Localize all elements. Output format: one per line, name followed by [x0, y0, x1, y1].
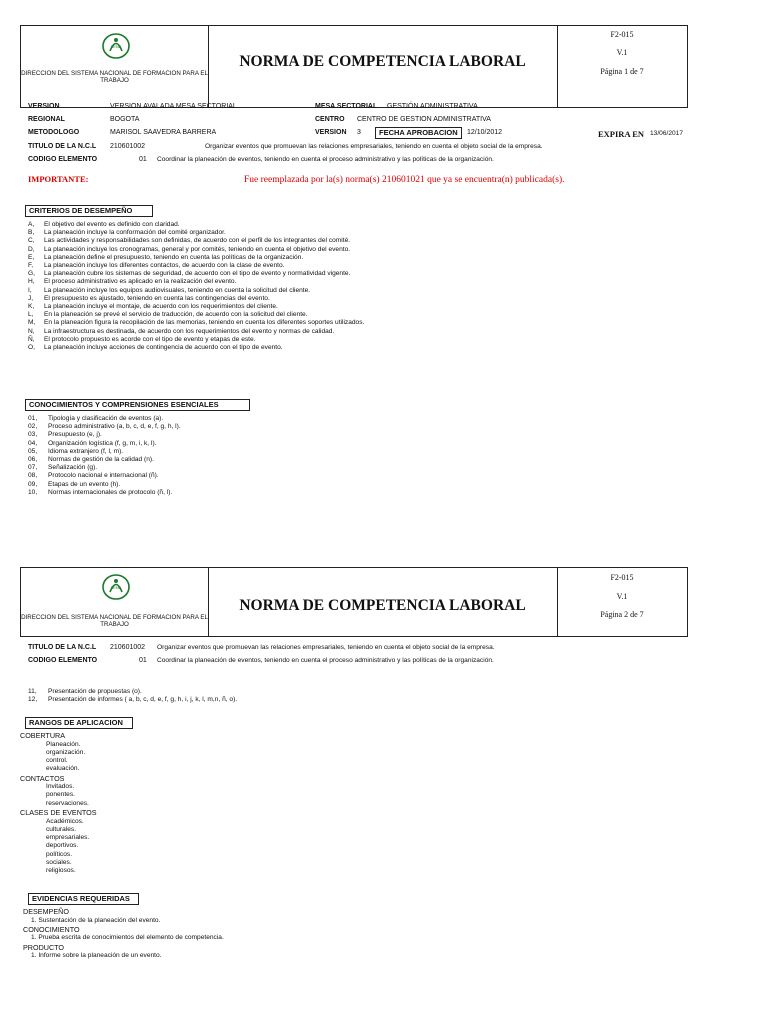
item-key: 05,	[28, 447, 38, 455]
group-item: culturales.	[46, 825, 77, 833]
item-key: 10,	[28, 488, 38, 496]
list-item	[28, 278, 364, 286]
importante-text: Fue reemplazada por la(s) norma(s) 210601021 que ya se encuentra(n) publicada(s).	[244, 175, 565, 185]
item-text: En la planeación se prevé el servicio de traducción, de acuerdo con la solicitud del cliente.	[44, 311, 308, 319]
list-item	[28, 287, 364, 295]
codigo-value: 01	[139, 657, 147, 664]
evidencias-list	[23, 907, 224, 960]
item-text: La planeación incluye los cronogramas, general y por comités, teniendo en cuenta el objetivo del evento.	[44, 245, 351, 253]
item-key: K,	[28, 303, 35, 311]
item-text: Presentación de propuestas (o).	[48, 688, 142, 695]
item-key: N,	[28, 327, 35, 335]
header-meta-cell	[557, 568, 687, 636]
list-item	[28, 295, 364, 303]
titulo-label: TITULO DE LA N.C.L	[28, 644, 97, 651]
item-text: La planeación incluye los diferentes contactos, de acuerdo con la clase de evento.	[44, 262, 285, 270]
institution-name: DIRECCION DEL SISTEMA NACIONAL DE FORMACION PARA EL TRABAJO	[21, 70, 208, 84]
list-item	[28, 440, 181, 448]
form-version: V.1	[616, 592, 628, 601]
item-key: A,	[28, 221, 35, 228]
titulo-text: Organizar eventos que promuevan las relaciones empresariales, teniendo en cuenta el objeto social de la empresa.	[205, 143, 543, 150]
item-text: Protocolo nacional e internacional (ñ).	[48, 472, 159, 480]
list-item	[28, 423, 181, 431]
document-title: NORMA DE COMPETENCIA LABORAL	[239, 597, 526, 614]
item-key: Ñ,	[28, 335, 35, 343]
item-key: D,	[28, 245, 35, 253]
item-key: M,	[28, 319, 36, 327]
mesa-label: MESA SECTORIAL	[315, 103, 378, 110]
item-key: C,	[28, 237, 35, 245]
group-item: políticos.	[46, 850, 73, 858]
evidencias-heading: EVIDENCIAS REQUERIDAS	[28, 893, 139, 905]
list-item	[28, 464, 181, 472]
item-key: E,	[28, 253, 35, 261]
titulo-code: 210601002	[110, 644, 146, 651]
group-heading: COBERTURA	[20, 731, 65, 740]
item-key: B,	[28, 229, 35, 237]
header-institution-cell	[21, 568, 209, 636]
group-item: religiosos.	[46, 867, 76, 875]
group-item: Planeación.	[46, 740, 81, 748]
codigo-label: CODIGO ELEMENTO	[28, 657, 98, 664]
group-heading: CONOCIMIENTO	[23, 924, 80, 934]
item-text: Normas de gestión de la calidad (n).	[48, 456, 154, 464]
document-title: NORMA DE COMPETENCIA LABORAL	[239, 53, 526, 70]
group-heading: DESEMPEÑO	[23, 907, 69, 916]
item-text: La planeación cubre los sistemas de seguridad, de acuerdo con el tipo de evento y normatividad vigente.	[44, 270, 351, 278]
svg-text:SENA: SENA	[110, 585, 122, 590]
list-item	[28, 688, 237, 696]
group-item: reservaciones.	[46, 799, 89, 807]
fecha-value: 12/10/2012	[467, 129, 503, 136]
list-item	[28, 696, 237, 704]
conocimientos-list-continued	[28, 688, 237, 704]
list-item	[28, 311, 364, 319]
conocimientos-list	[28, 415, 181, 497]
rangos-heading: RANGOS DE APLICACION	[25, 717, 133, 729]
list-item	[28, 448, 181, 456]
item-key: F,	[28, 262, 34, 270]
item-key: 09,	[28, 480, 38, 488]
sena-logo-icon	[101, 573, 131, 601]
item-key: 07,	[28, 464, 38, 472]
list-item	[28, 472, 181, 480]
list-item	[28, 303, 364, 311]
header-institution-cell	[21, 26, 209, 107]
importante-label: IMPORTANTE:	[28, 174, 89, 184]
group-item: Académicos.	[46, 817, 84, 825]
list-item	[28, 319, 364, 327]
item-text: La planeación define el presupuesto, teniendo en cuenta las políticas de la organización.	[44, 253, 304, 261]
criterios-heading: CRITERIOS DE DESEMPEÑO	[25, 205, 153, 217]
list-item	[28, 431, 181, 439]
list-item	[28, 456, 181, 464]
titulo-code: 210601002	[110, 143, 146, 150]
header-meta-cell	[557, 26, 687, 107]
expira-value: 13/06/2017	[650, 130, 684, 137]
group-heading: CONTACTOS	[20, 773, 65, 783]
item-text: La planeación incluye los equipos audiovisuales, teniendo en cuenta la solicitud del cliente.	[44, 286, 311, 294]
header-title-cell	[208, 568, 558, 636]
list-item	[28, 254, 364, 262]
expira-label: EXPIRA EN	[598, 129, 645, 139]
list-item	[28, 489, 181, 497]
list-item	[28, 246, 364, 254]
item-text: Señalización (g).	[48, 464, 98, 472]
item-key: 06,	[28, 456, 38, 464]
group-item: ponentes.	[46, 791, 75, 799]
item-key: O,	[28, 344, 35, 352]
centro-value: CENTRO DE GESTION ADMINISTRATIVA	[357, 116, 491, 123]
regional-label: REGIONAL	[28, 116, 65, 123]
page-number: Página 1 de 7	[600, 67, 644, 76]
version2-value: 3	[357, 129, 361, 136]
page-number: Página 2 de 7	[600, 610, 644, 619]
item-text: Organización logística (f, g, m, i, k, l).	[48, 439, 157, 447]
metodologo-label: METODOLOGO	[28, 129, 80, 136]
item-key: 11,	[28, 688, 37, 695]
item-text: La infraestructura es destinada, de acuerdo con los requerimientos del evento y normas de calidad.	[44, 327, 335, 335]
group-item: empresariales.	[46, 834, 90, 842]
group-item: Invitados.	[46, 783, 75, 791]
list-item	[28, 415, 181, 423]
codigo-label: CODIGO ELEMENTO	[28, 156, 98, 163]
item-text: Etapas de un evento (h).	[48, 480, 121, 488]
item-key: 01,	[28, 415, 38, 422]
item-key: 03,	[28, 431, 38, 439]
group-item: 1. Sustentación de la planeación del evento.	[31, 916, 161, 924]
svg-text:SENA: SENA	[110, 44, 122, 49]
criterios-list	[28, 221, 364, 352]
rangos-list	[20, 731, 97, 876]
codigo-text: Coordinar la planeación de eventos, teniendo en cuenta el proceso administrativo y las políticas de la organización.	[157, 657, 494, 664]
header-title-cell	[208, 26, 558, 107]
version2-label: VERSION	[315, 129, 347, 136]
item-text: Presupuesto (e, j).	[48, 431, 102, 439]
codigo-value: 01	[139, 156, 147, 163]
item-text: El protocolo propuesto es acorde con el tipo de evento y etapas de este.	[44, 335, 256, 343]
list-item	[28, 328, 364, 336]
item-text: Tipología y clasificación de eventos (a).	[48, 415, 164, 422]
form-code: F2-015	[610, 30, 634, 39]
sena-logo-icon	[101, 32, 131, 60]
item-key: J,	[28, 294, 34, 302]
item-key: L,	[28, 311, 34, 319]
item-text: Idioma extranjero (f, l, m).	[48, 447, 124, 455]
item-text: Normas internacionales de protocolo (ñ, l).	[48, 488, 173, 496]
group-item: 1. Informe sobre la planeación de un evento.	[31, 952, 162, 960]
item-key: 12,	[28, 696, 38, 704]
titulo-label: TITULO DE LA N.C.L	[28, 143, 97, 150]
group-item: deportivos.	[46, 842, 79, 850]
list-item	[28, 237, 364, 245]
fecha-label: FECHA APROBACION	[375, 127, 462, 139]
group-heading: PRODUCTO	[23, 942, 64, 952]
conocimientos-heading: CONOCIMIENTOS Y COMPRENSIONES ESENCIALES	[25, 399, 250, 411]
list-item	[28, 270, 364, 278]
mesa-value: GESTIÓN ADMINISTRATIVA	[387, 103, 478, 110]
item-key: 08,	[28, 472, 38, 480]
group-item: evaluación.	[46, 765, 80, 773]
item-text: La planeación incluye acciones de contingencia de acuerdo con el tipo de evento.	[44, 344, 283, 352]
list-item	[28, 344, 364, 352]
form-code: F2-015	[610, 573, 634, 582]
item-key: G,	[28, 270, 35, 278]
item-text: El presupuesto es ajustado, teniendo en cuenta las contingencias del evento.	[44, 294, 270, 302]
list-item	[28, 336, 364, 344]
item-key: 04,	[28, 439, 38, 447]
group-item: 1. Prueba escrita de conocimientos del elemento de competencia.	[31, 934, 224, 942]
page2-header	[20, 567, 688, 637]
list-item	[28, 229, 364, 237]
regional-value: BOGOTA	[110, 116, 140, 123]
group-heading: CLASES DE EVENTOS	[20, 808, 97, 818]
item-key: I,	[28, 286, 32, 294]
institution-name: DIRECCION DEL SISTEMA NACIONAL DE FORMACION PARA EL TRABAJO	[21, 614, 208, 628]
metodologo-value: MARISOL SAAVEDRA BARRERA	[110, 129, 217, 136]
item-text: Proceso administrativo (a, b, c, d, e, f, g, h, l).	[48, 423, 181, 431]
item-text: El proceso administrativo es aplicado en la realización del evento.	[44, 278, 237, 286]
list-item	[28, 481, 181, 489]
item-text: El objetivo del evento es definido con claridad.	[44, 221, 180, 228]
group-item: sociales.	[46, 859, 72, 867]
item-text: Presentación de informes ( a, b, c, d, e, f, g, h, i, j, k, l, m,n, ñ, o).	[48, 696, 238, 704]
centro-label: CENTRO	[315, 116, 345, 123]
codigo-text: Coordinar la planeación de eventos, teniendo en cuenta el proceso administrativo y las políticas de la organización.	[157, 156, 494, 163]
titulo-text: Organizar eventos que promuevan las relaciones empresariales, teniendo en cuenta el objeto social de la empresa.	[157, 644, 495, 651]
item-text: En la planeación figura la recopilación de las memorias, teniendo en cuenta los diferentes soportes utilizados.	[44, 319, 365, 327]
form-version: V.1	[616, 48, 628, 57]
group-item: organización.	[46, 748, 86, 756]
version-value: VERSION AVALADA MESA SECTORIAL	[110, 103, 237, 110]
item-key: 02,	[28, 423, 38, 431]
list-item	[28, 221, 364, 229]
group-item: control.	[46, 757, 68, 765]
version-label: VERSION	[28, 103, 60, 110]
item-text: La planeación incluye el montaje, de acuerdo con los requerimientos del cliente.	[44, 303, 278, 311]
item-text: Las actividades y responsabilidades son definidas, de acuerdo con el perfil de los integrantes del comité.	[44, 237, 351, 245]
item-key: H,	[28, 278, 35, 286]
page1-header	[20, 25, 688, 108]
item-text: La planeación incluye la conformación del comité organizador.	[44, 229, 226, 237]
list-item	[28, 262, 364, 270]
